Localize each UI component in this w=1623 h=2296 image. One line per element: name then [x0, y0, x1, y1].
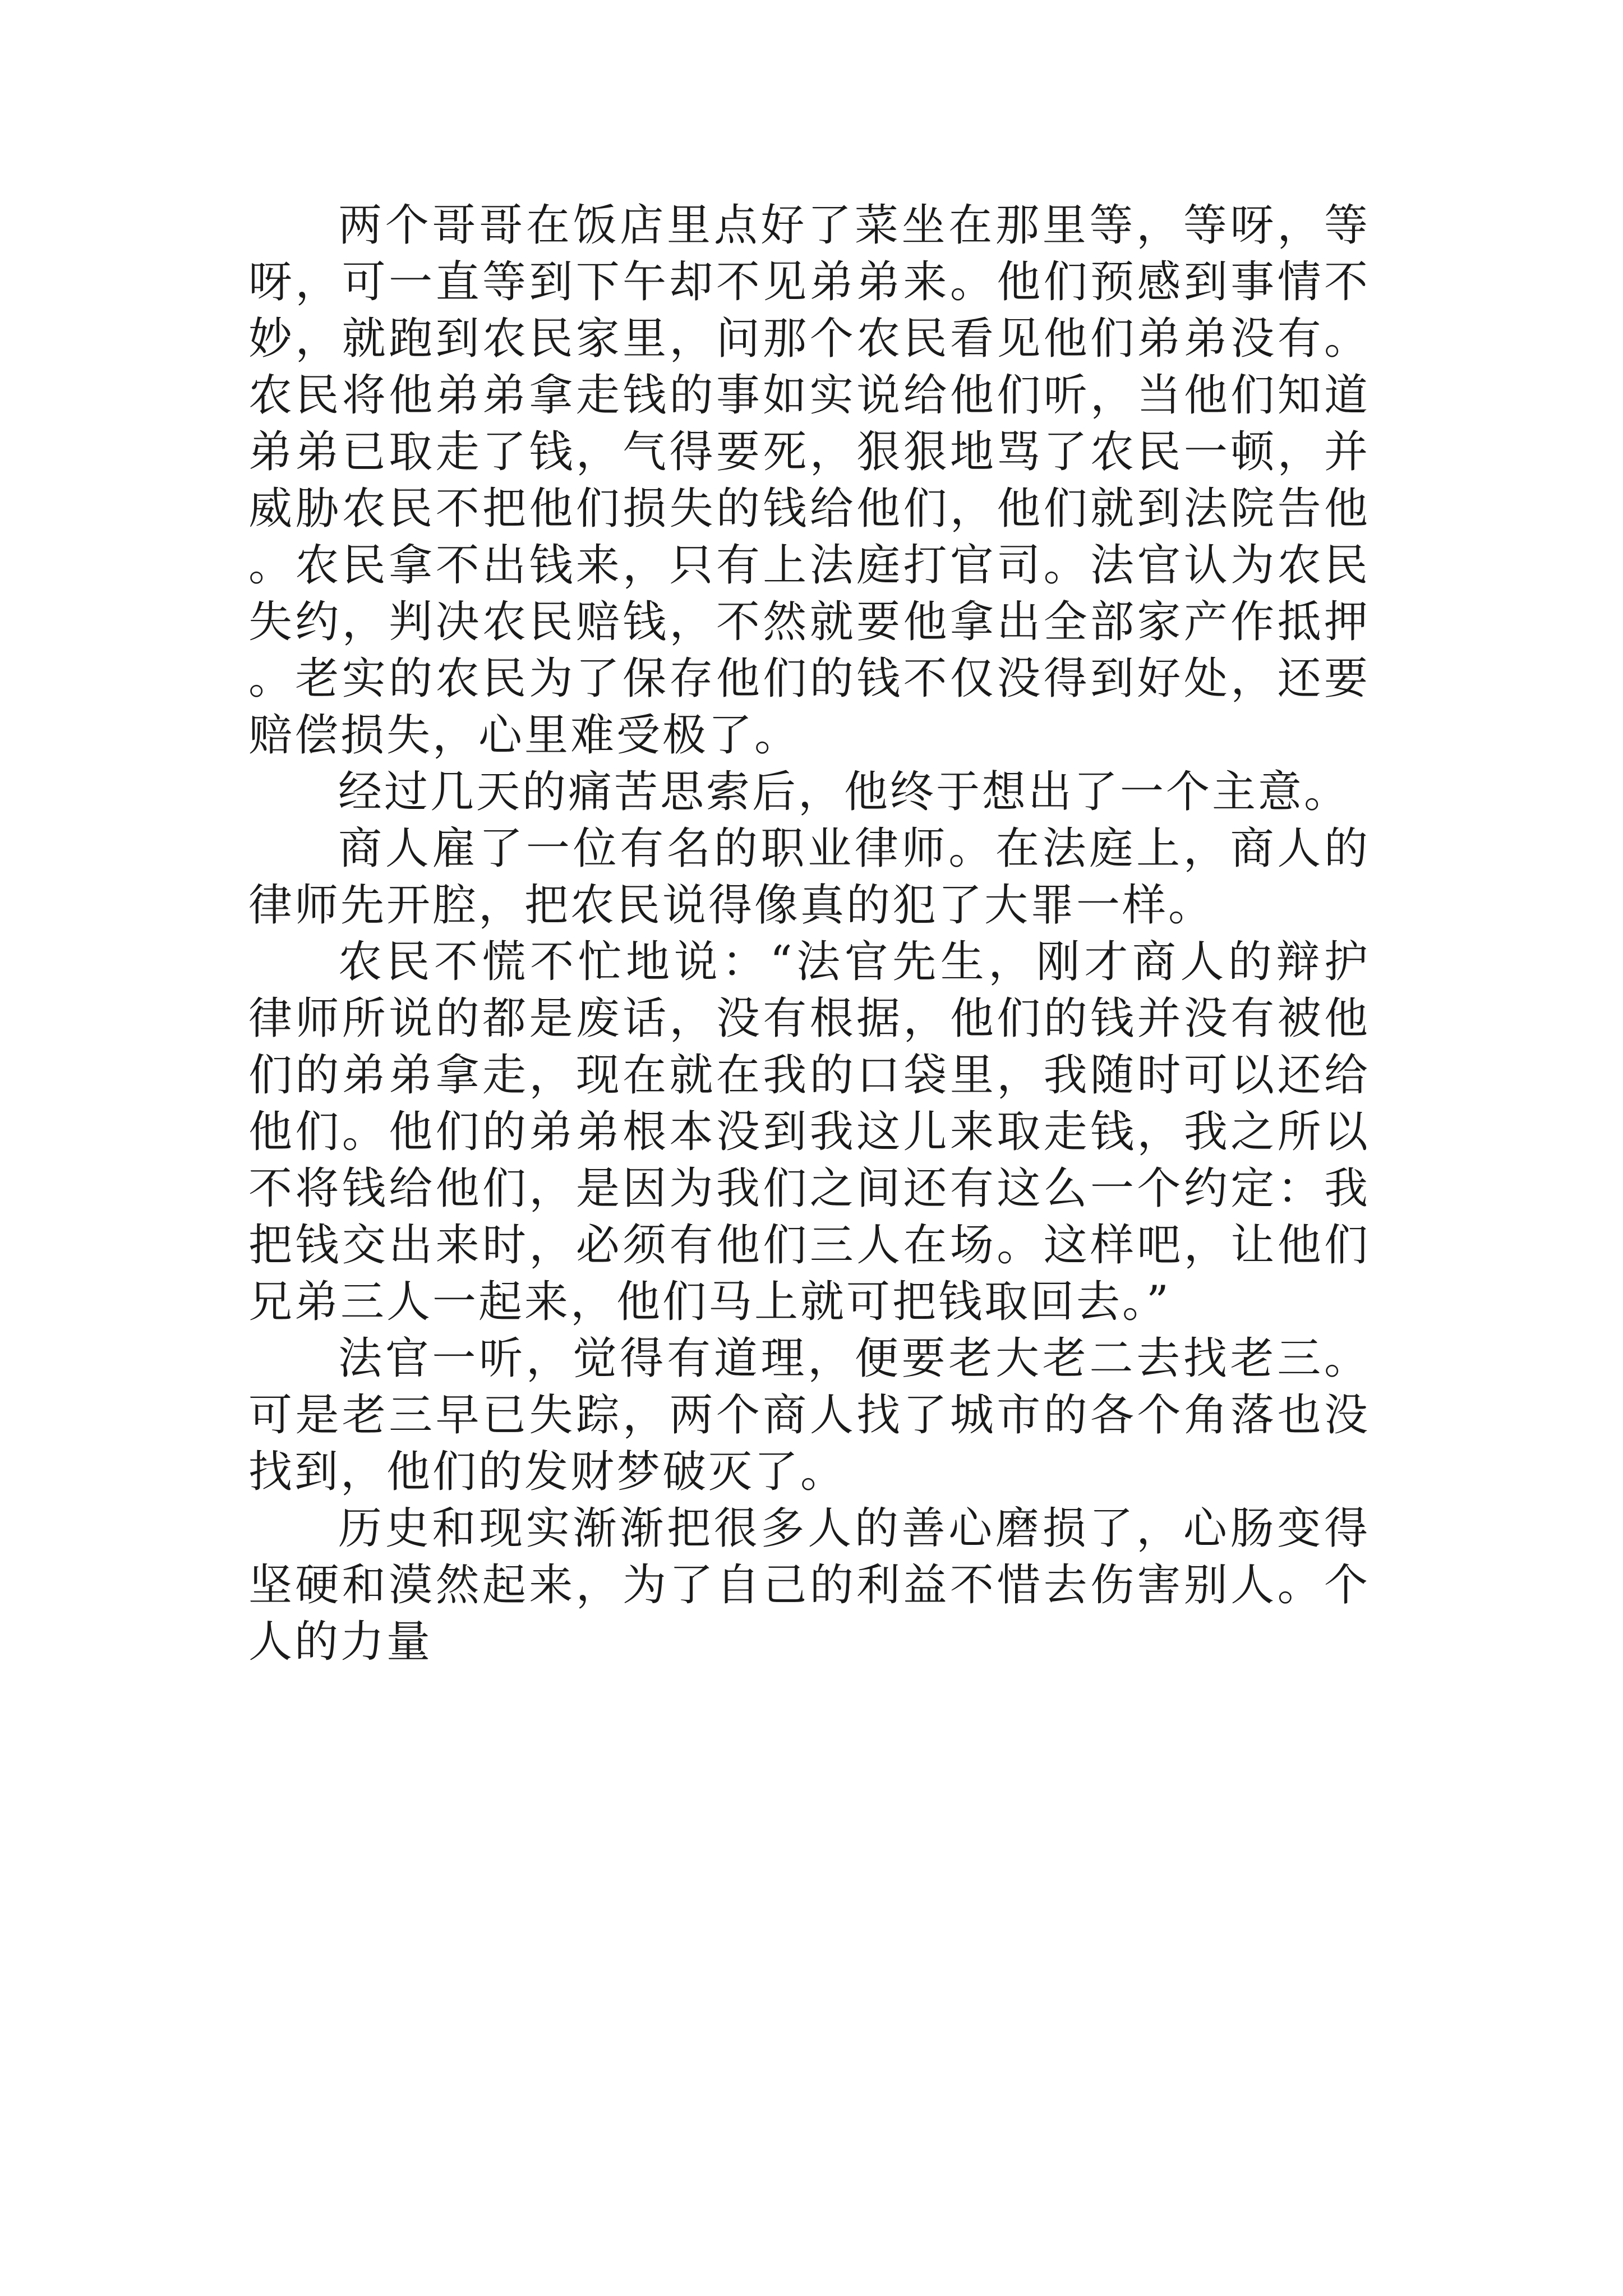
paragraph-5: 法官一听，觉得有道理，便要老大老二去找老三。可是老三早已失踪，两个商人找了城市的各个角落也没找到，他们的发财梦破灭了。	[248, 1333, 1370, 1497]
paragraph-2: 经过几天的痛苦思索后，他终于想出了一个主意。	[338, 767, 1350, 817]
paragraph-6: 历史和现实渐渐把很多人的善心磨损了，心肠变得坚硬和漠然起来，为了自己的利益不惜去伤害别人。个人的力量	[248, 1503, 1370, 1667]
body-text	[248, 197, 1370, 1671]
paragraph-4: 农民不慌不忙地说：“法官先生，刚才商人的辩护律师所说的都是废话，没有根据，他们的钱并没有被他们的弟弟拿走，现在就在我的口袋里，我随时可以还给他们。他们的弟弟根本没到我这儿来取走钱，我之所以不将钱给他们，是因为我们之间还有这么一个约定：我把钱交出来时，必须有他们三人在场。这样吧，让他们兄弟三人一起来，他们马上就可把钱取回去。”	[248, 937, 1370, 1327]
paragraph-3: 商人雇了一位有名的职业律师。在法庭上，商人的律师先开腔，把农民说得像真的犯了大罪一样。	[248, 823, 1370, 931]
paragraph-1: 两个哥哥在饭店里点好了菜坐在那里等，等呀，等呀，可一直等到下午却不见弟弟来。他们预感到事情不妙，就跑到农民家里，问那个农民看见他们弟弟没有。农民将他弟弟拿走钱的事如实说给他们听，当他们知道弟弟已取走了钱，气得要死，狠狠地骂了农民一顿，并威胁农民不把他们损失的钱给他们，他们就到法院告他。农民拿不出钱来，只有上法庭打官司。法官认为农民失约，判决农民赔钱，不然就要他拿出全部家产作抵押。老实的农民为了保存他们的钱不仅没得到好处，还要赔偿损失，心里难受极了。	[248, 200, 1370, 761]
